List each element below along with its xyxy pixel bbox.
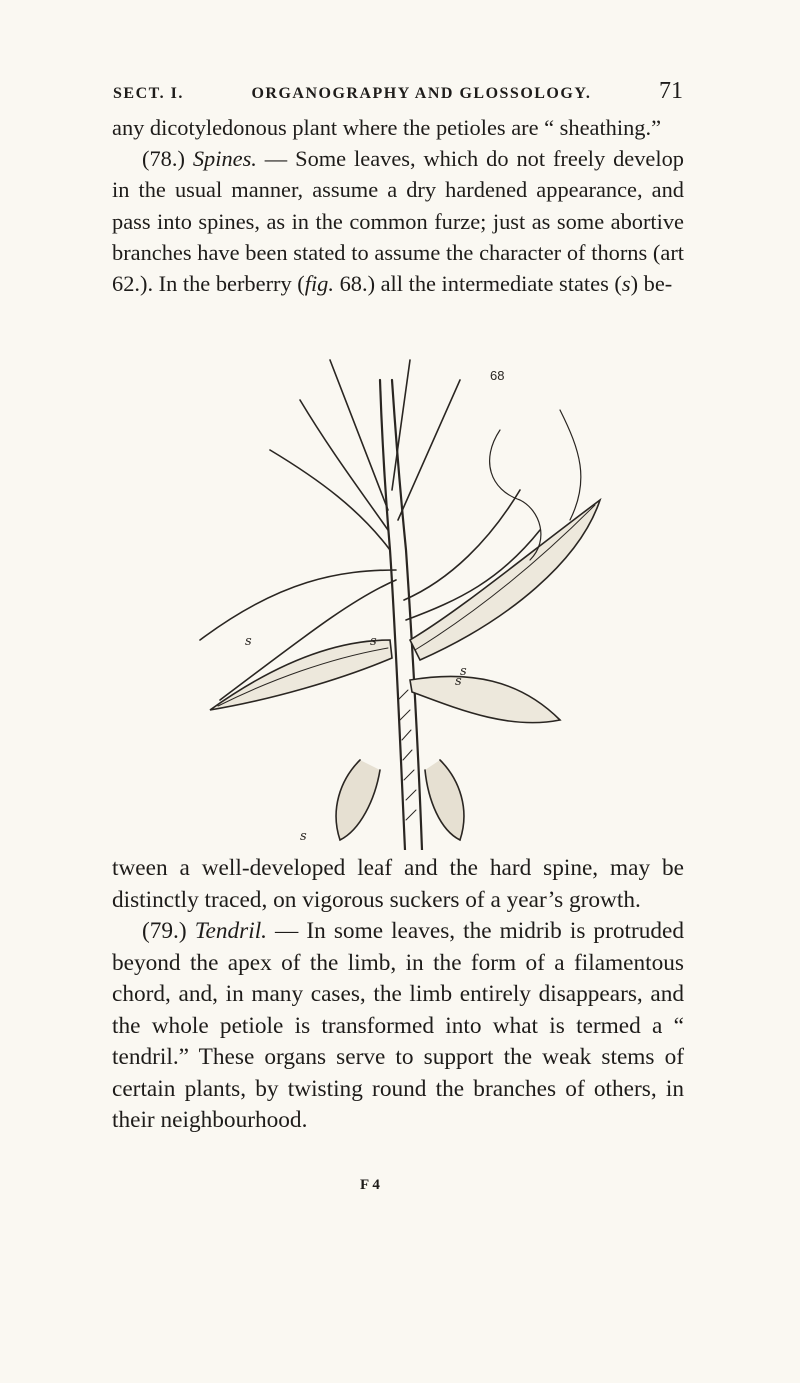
article-text: — Some leaves, which do not freely develop in the usual manner, assume a dry hardened appearance, and pass into spines, as in the common furze; just as some abortive branches have been stated to assume the character of thorns (art 62.). In the berberry ( [112, 146, 684, 297]
article-text: — In some leaves, the midrib is protruded beyond the apex of the limb, in the form of a filamentous chord, and, in many cases, the limb entirely disappears, and the whole petiole is transformed into what is termed a “ tendril.” These organs serve to support the weak stems of certain plants, by twisting round the branches of others, in their neighbourhood. [112, 918, 685, 1133]
signature-mark: F 4 [360, 1177, 380, 1193]
article-text: ) be- [630, 271, 673, 297]
state-letter: s [621, 271, 631, 297]
state-label: s [370, 634, 377, 649]
spine [300, 400, 388, 530]
bud [425, 760, 464, 840]
spines-paragraph [112, 143, 684, 299]
state-label: s [460, 664, 467, 679]
article-number: (79.) [142, 918, 187, 944]
running-header [113, 78, 683, 105]
bud [336, 760, 380, 840]
berberry-spine-illustration [160, 340, 670, 850]
figure-number: 68 [490, 368, 505, 383]
spine [270, 450, 390, 550]
article-heading: Tendril. [194, 918, 267, 944]
running-title: ORGANOGRAPHY AND GLOSSOLOGY. [251, 85, 592, 102]
figure-reference: fig. [304, 271, 334, 297]
section-label: SECT. I. [113, 85, 184, 102]
lower-text [112, 853, 684, 1137]
article-text: 68.) all the intermediate states ( [333, 271, 622, 297]
page-number: 71 [659, 78, 683, 104]
tendril-paragraph [112, 916, 684, 1137]
article-number: (78.) [142, 146, 185, 172]
state-label: s [455, 674, 462, 689]
spine [200, 570, 396, 640]
continued-paragraph: any dicotyledonous plant where the petioles are “ sheathing.” [112, 115, 662, 140]
state-label: s [300, 829, 307, 844]
leaf [410, 676, 560, 722]
upper-text [112, 112, 684, 299]
state-label: s [245, 634, 252, 649]
tendril [490, 430, 541, 560]
leaf [210, 640, 392, 710]
article-heading: Spines. [192, 146, 257, 172]
main-stem [380, 380, 405, 850]
spines-paragraph-end: tween a well-developed leaf and the hard spine, may be distinctly traced, on vigorous suckers of a year’s growth. [112, 855, 684, 913]
spine [398, 380, 460, 520]
tendril [560, 410, 581, 520]
